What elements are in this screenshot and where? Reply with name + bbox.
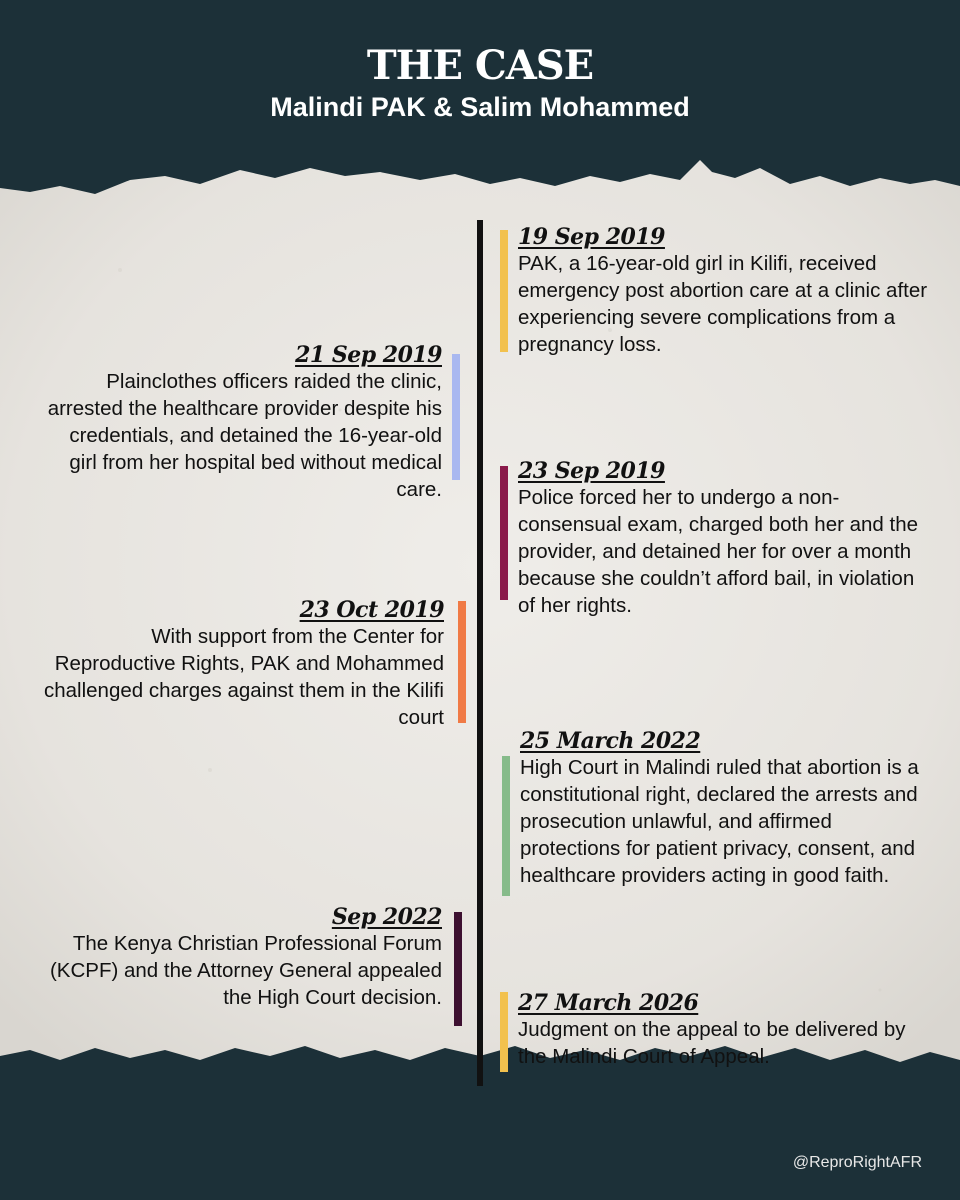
- entry-color-bar: [500, 992, 508, 1072]
- entry-date: 23 Oct 2019: [299, 597, 444, 623]
- social-handle: @ReproRightAFR: [792, 1154, 922, 1171]
- header: [0, 0, 960, 170]
- entry-date: 25 March 2022: [520, 728, 701, 754]
- entry-date: Sep 2022: [331, 904, 442, 930]
- entry-color-bar: [500, 466, 508, 600]
- timeline-entry: [500, 990, 930, 1070]
- entry-color-bar: [502, 756, 510, 896]
- timeline-entry: [40, 342, 460, 503]
- entry-date: 19 Sep 2019: [518, 224, 665, 250]
- timeline-axis: [477, 220, 483, 1086]
- timeline-entry: [40, 597, 466, 731]
- entry-text: Plainclothes officers raided the clinic, arrested the healthcare provider despite his credentials, and detained the 16-year-old girl from her hospital bed without medical care.: [47, 370, 442, 501]
- timeline-entry: [500, 224, 930, 358]
- entry-text: Police forced her to undergo a non-consensual exam, charged both her and the provider, and detained her for over a month because she couldn’t afford bail, in violation of her rights.: [518, 486, 919, 617]
- page-subtitle: Malindi PAK & Salim Mohammed: [270, 92, 690, 122]
- entry-text: With support from the Center for Reproductive Rights, PAK and Mohammed challenged charges against them in the Kilifi court: [44, 625, 444, 729]
- entry-date: 27 March 2026: [518, 990, 699, 1016]
- entry-color-bar: [500, 230, 508, 352]
- timeline-entry: [502, 728, 930, 889]
- entry-color-bar: [458, 601, 466, 723]
- entry-date: 23 Sep 2019: [518, 458, 665, 484]
- entry-text: The Kenya Christian Professional Forum (KCPF) and the Attorney General appealed the High Court decision.: [49, 932, 442, 1009]
- entry-text: High Court in Malindi ruled that abortion is a constitutional right, declared the arrests and prosecution unlawful, and affirmed protections for patient privacy, consent, and healthcare providers acting in good faith.: [520, 756, 919, 887]
- timeline-entry: [40, 904, 462, 1011]
- entry-text: PAK, a 16-year-old girl in Kilifi, received emergency post abortion care at a clinic after experiencing severe complications from a pregnancy loss.: [518, 252, 928, 356]
- entry-color-bar: [452, 354, 460, 480]
- entry-color-bar: [454, 912, 462, 1026]
- timeline-entry: [500, 458, 930, 619]
- entry-text: Judgment on the appeal to be delivered by the Malindi Court of Appeal.: [518, 1018, 906, 1068]
- entry-date: 21 Sep 2019: [295, 342, 442, 368]
- page-title: THE CASE: [366, 42, 594, 89]
